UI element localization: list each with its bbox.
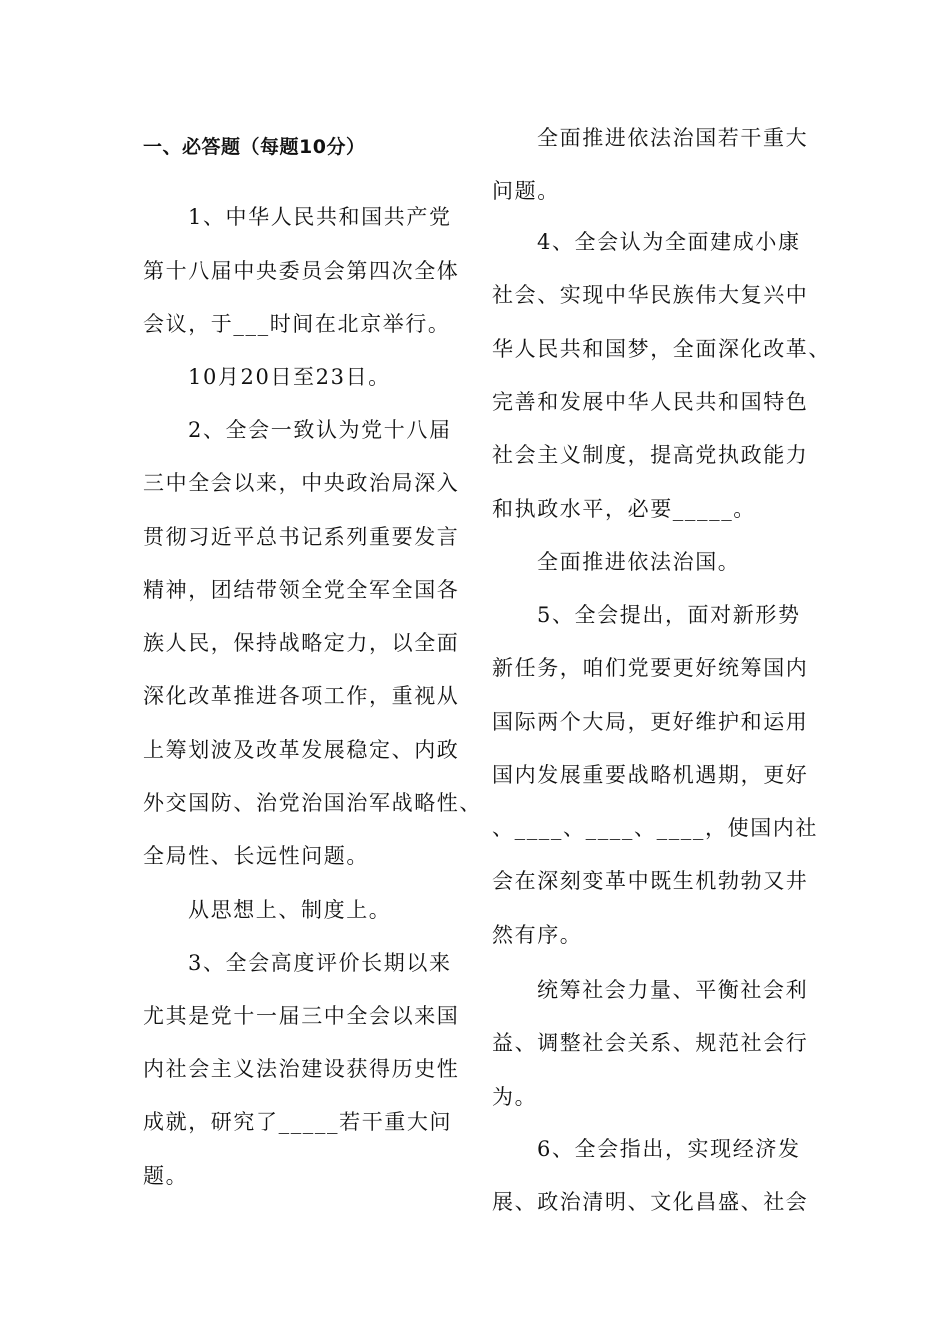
question-3-line-3: 内社会主义法治建设获得历史性 (143, 1057, 460, 1081)
question-1-line-2: 第十八届中央委员会第四次全体 (143, 259, 460, 283)
question-3-line-4: 成就，研究了_____若干重大问 (143, 1110, 453, 1134)
question-5-line-7: 然有序。 (492, 923, 583, 947)
question-2-line-2: 三中全会以来，中央政治局深入 (143, 471, 460, 495)
question-4-line-1: 4、全会认为全面建成小康 (537, 230, 801, 254)
answer-4: 全面推进依法治国。 (537, 550, 741, 574)
question-2-line-9: 全局性、长远性问题。 (143, 844, 369, 868)
answer-5-line-3: 为。 (492, 1085, 538, 1109)
question-2-line-4: 精神，团结带领全党全军全国各 (143, 578, 460, 602)
question-4-line-4: 完善和发展中华人民共和国特色 (492, 390, 809, 414)
answer-3-line-2: 问题。 (492, 179, 560, 203)
question-3-line-1: 3、全会高度评价长期以来 (188, 951, 452, 975)
question-3-line-5: 题。 (143, 1164, 189, 1188)
question-4-line-3: 华人民共和国梦，全面深化改革、 (492, 337, 831, 361)
question-2-line-8: 外交国防、治党治国治军战略性、 (143, 791, 482, 815)
question-1-line-1: 1、中华人民共和国共产党 (188, 205, 452, 229)
question-2-line-3: 贯彻习近平总书记系列重要发言 (143, 525, 460, 549)
question-6-line-1: 6、全会指出，实现经济发 (537, 1137, 801, 1161)
question-2-line-5: 族人民，保持战略定力，以全面 (143, 631, 460, 655)
question-2-line-6: 深化改革推进各项工作，重视从 (143, 684, 460, 708)
question-1-line-3: 会议，于___时间在北京举行。 (143, 312, 451, 336)
answer-5-line-1: 统筹社会力量、平衡社会利 (537, 978, 809, 1002)
question-4-line-5: 社会主义制度，提高党执政能力 (492, 443, 809, 467)
answer-1: 10月20日至23日。 (188, 365, 391, 389)
question-5-line-6: 会在深刻变革中既生机勃勃又井 (492, 869, 809, 893)
question-5-line-2: 新任务，咱们党要更好统筹国内 (492, 656, 809, 680)
question-5-line-5: 、____、____、____，使国内社 (492, 816, 818, 840)
question-2-line-1: 2、全会一致认为党十八届 (188, 418, 452, 442)
question-5-line-3: 国际两个大局，更好维护和运用 (492, 710, 809, 734)
answer-2: 从思想上、制度上。 (188, 898, 392, 922)
question-5-line-4: 国内发展重要战略机遇期，更好 (492, 763, 809, 787)
answer-3-line-1: 全面推进依法治国若干重大 (537, 126, 809, 150)
question-5-line-1: 5、全会提出，面对新形势 (537, 603, 801, 627)
question-6-line-2: 展、政治清明、文化昌盛、社会 (492, 1190, 809, 1214)
question-4-line-6: 和执政水平，必要_____。 (492, 497, 756, 521)
question-2-line-7: 上筹划波及改革发展稳定、内政 (143, 738, 460, 762)
answer-5-line-2: 益、调整社会关系、规范社会行 (492, 1031, 809, 1055)
question-4-line-2: 社会、实现中华民族伟大复兴中 (492, 283, 809, 307)
question-3-line-2: 尤其是党十一届三中全会以来国 (143, 1004, 460, 1028)
section-heading: 一、必答题（每题10分） (143, 136, 366, 158)
